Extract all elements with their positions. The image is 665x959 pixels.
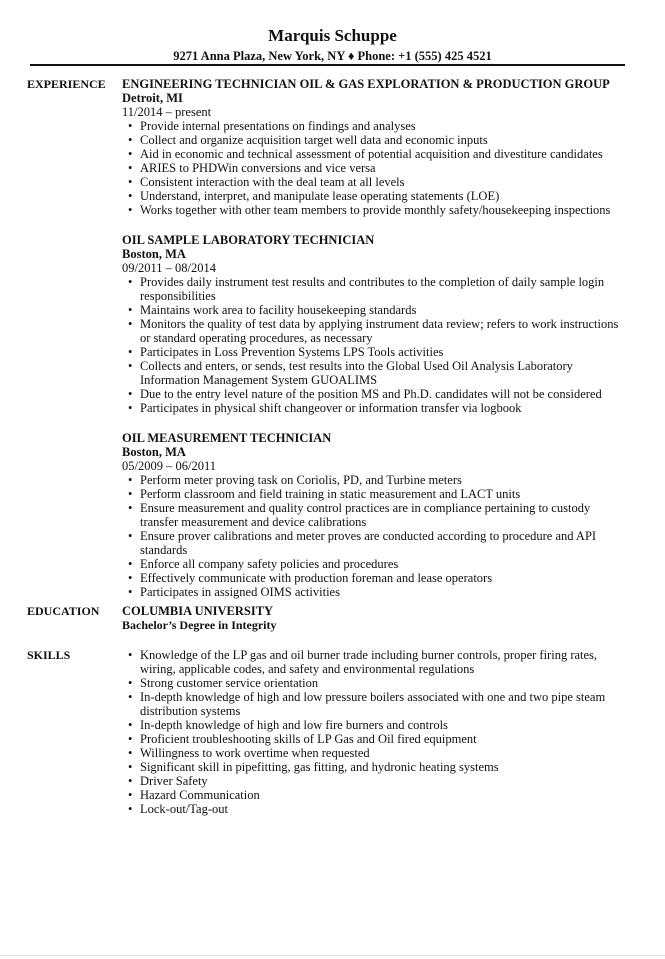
contact-info: 9271 Anna Plaza, New York, NY ♦ Phone: +1 (555) 425 4521 bbox=[173, 49, 492, 63]
bullet-item: • Perform meter proving task on Coriolis, PD, and Turbine meters bbox=[140, 473, 622, 487]
bullet-item: • Due to the entry level nature of the position MS and Ph.D. candidates will not be considered bbox=[140, 387, 622, 401]
job-title: OIL MEASUREMENT TECHNICIAN bbox=[122, 431, 332, 445]
bullet-item: • Understand, interpret, and manipulate lease operating statements (LOE) bbox=[140, 189, 622, 203]
skill-item: • Lock-out/Tag-out bbox=[140, 802, 622, 816]
skill-item: • Knowledge of the LP gas and oil burner trade including burner controls, proper firing rates, wiring, applicable codes, and safety and environmental regulations bbox=[140, 648, 622, 676]
bullet-item: • Participates in Loss Prevention Systems LPS Tools activities bbox=[140, 345, 622, 359]
skill-item: • In-depth knowledge of high and low fire burners and controls bbox=[140, 718, 622, 732]
job-title: OIL SAMPLE LABORATORY TECHNICIAN bbox=[122, 233, 375, 247]
school-name: COLUMBIA UNIVERSITY bbox=[122, 604, 274, 618]
job-entry bbox=[122, 77, 622, 217]
bullet-item: • Participates in physical shift changeover or information transfer via logbook bbox=[140, 401, 622, 415]
job-entry bbox=[122, 233, 622, 415]
bullet-item: • Participates in assigned OIMS activities bbox=[140, 585, 622, 599]
bullet-item: • Maintains work area to facility housekeeping standards bbox=[140, 303, 622, 317]
section-label-experience: EXPERIENCE bbox=[27, 77, 106, 91]
skills-bullets bbox=[122, 648, 622, 816]
skill-item: • Proficient troubleshooting skills of LP Gas and Oil fired equipment bbox=[140, 732, 622, 746]
candidate-name: Marquis Schuppe bbox=[268, 26, 397, 45]
job-bullets bbox=[122, 275, 622, 415]
education-entry bbox=[122, 604, 622, 632]
job-location: Detroit, MI bbox=[122, 91, 183, 105]
bullet-item: • Effectively communicate with production foreman and lease operators bbox=[140, 571, 622, 585]
skill-item: • Willingness to work overtime when requested bbox=[140, 746, 622, 760]
job-title: ENGINEERING TECHNICIAN OIL & GAS EXPLORATION & PRODUCTION GROUP bbox=[122, 77, 610, 91]
job-entry bbox=[122, 431, 622, 599]
bullet-item: • Ensure prover calibrations and meter proves are conducted according to procedure and API standards bbox=[140, 529, 622, 557]
skill-item: • Significant skill in pipefitting, gas fitting, and hydronic heating systems bbox=[140, 760, 622, 774]
job-bullets bbox=[122, 119, 622, 217]
skills-list bbox=[122, 648, 622, 816]
job-dates: 11/2014 – present bbox=[122, 105, 212, 119]
bullet-item: • Aid in economic and technical assessment of potential acquisition and divestiture candidates bbox=[140, 147, 622, 161]
bullet-item: • Provides daily instrument test results and contributes to the completion of daily sample login responsibilities bbox=[140, 275, 622, 303]
bullet-item: • Provide internal presentations on findings and analyses bbox=[140, 119, 622, 133]
bullet-item: • Works together with other team members to provide monthly safety/housekeeping inspections bbox=[140, 203, 622, 217]
bullet-item: • Consistent interaction with the deal team at all levels bbox=[140, 175, 622, 189]
section-label-skills: SKILLS bbox=[27, 648, 71, 662]
skill-item: • In-depth knowledge of high and low pressure boilers associated with one and two pipe steam distribution systems bbox=[140, 690, 622, 718]
page-edge bbox=[0, 955, 665, 956]
bullet-item: • Enforce all company safety policies and procedures bbox=[140, 557, 622, 571]
job-dates: 09/2011 – 08/2014 bbox=[122, 261, 216, 275]
skill-item: • Hazard Communication bbox=[140, 788, 622, 802]
job-dates: 05/2009 – 06/2011 bbox=[122, 459, 216, 473]
header-divider bbox=[30, 64, 625, 66]
job-location: Boston, MA bbox=[122, 247, 186, 261]
bullet-item: • Collect and organize acquisition target well data and economic inputs bbox=[140, 133, 622, 147]
skill-item: • Strong customer service orientation bbox=[140, 676, 622, 690]
bullet-item: • Ensure measurement and quality control practices are in compliance pertaining to custody transfer measurement and device calibrations bbox=[140, 501, 622, 529]
skill-item: • Driver Safety bbox=[140, 774, 622, 788]
bullet-item: • ARIES to PHDWin conversions and vice versa bbox=[140, 161, 622, 175]
bullet-item: • Perform classroom and field training in static measurement and LACT units bbox=[140, 487, 622, 501]
job-bullets bbox=[122, 473, 622, 599]
bullet-item: • Collects and enters, or sends, test results into the Global Used Oil Analysis Laboratory Information Management System GUOALIMS bbox=[140, 359, 622, 387]
bullet-item: • Monitors the quality of test data by applying instrument data review; refers to work instructions or standard operating procedures, as necessary bbox=[140, 317, 622, 345]
job-location: Boston, MA bbox=[122, 445, 186, 459]
section-label-education: EDUCATION bbox=[27, 604, 100, 618]
degree: Bachelor’s Degree in Integrity bbox=[122, 618, 277, 632]
